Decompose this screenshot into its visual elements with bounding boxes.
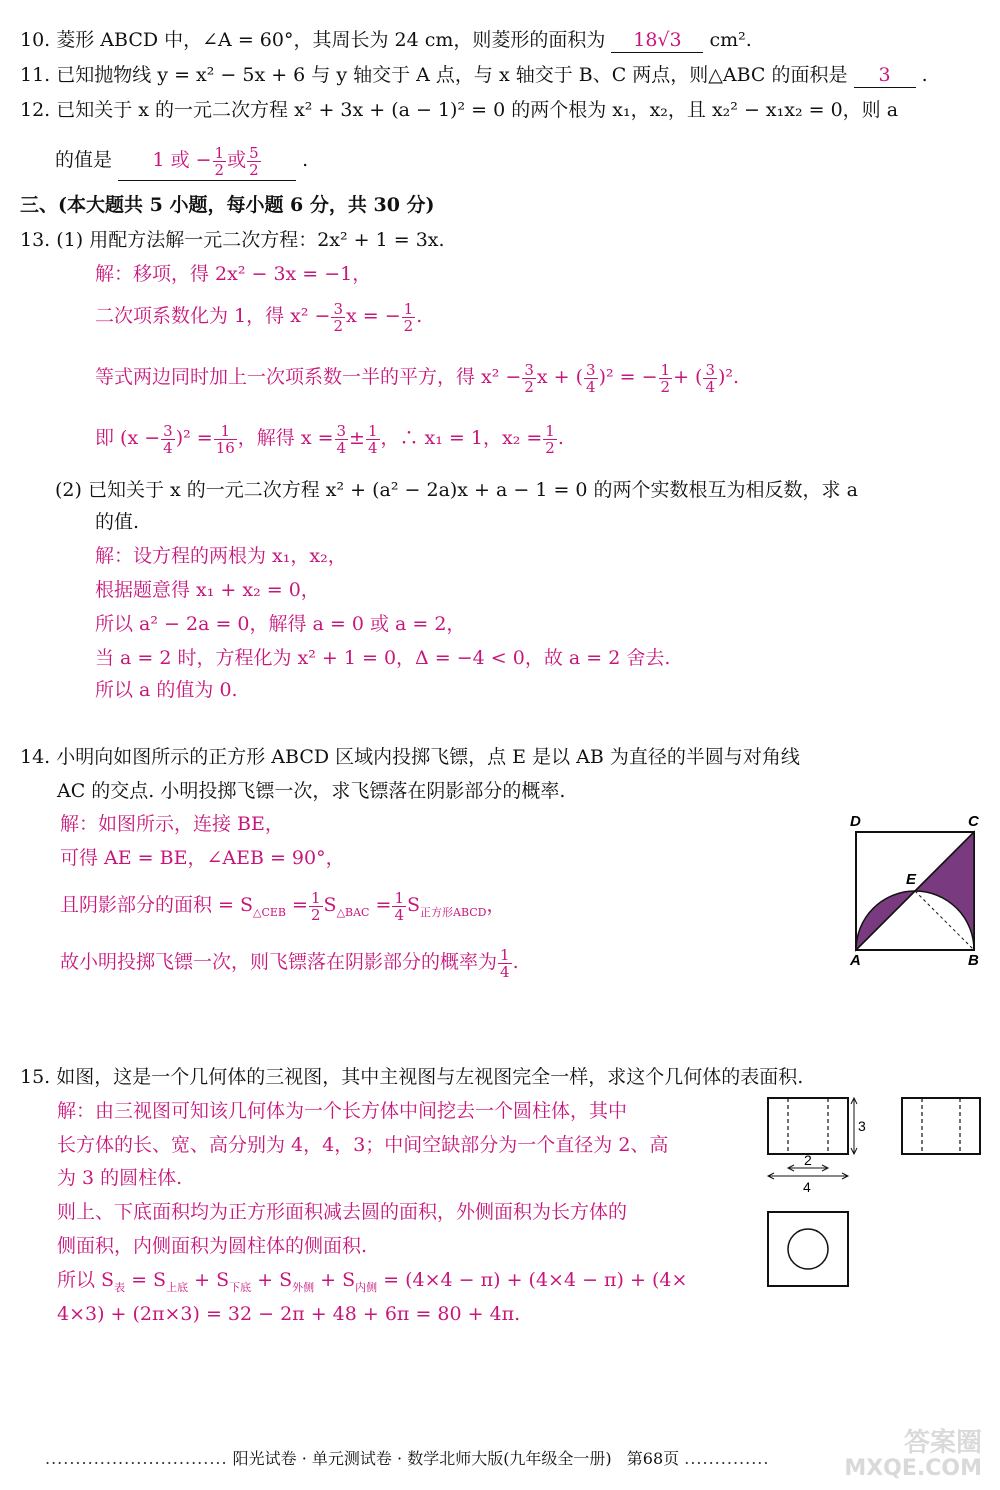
label-c: C xyxy=(968,813,979,830)
q15-sol7: 4×3) + (2π×3) = 32 − 2π + 48 + 6π = 80 + 4π. xyxy=(57,1303,521,1325)
fraction: $\frac{1}{2}$ xyxy=(214,143,225,179)
top-view xyxy=(768,1212,848,1286)
q13-sol-line2: 二次项系数化为 1，得 x² − $\frac{3}{2}$ x = − $\frac{1}{2}$ . xyxy=(95,299,423,335)
fraction: $\frac{1}{2}$ xyxy=(545,421,555,457)
q10-answer: 18√3 xyxy=(611,28,703,53)
fraction: $\frac{3}{4}$ xyxy=(163,421,173,457)
q15-sol1: 解：由三视图可知该几何体为一个长方体中间挖去一个圆柱体，其中 xyxy=(57,1100,628,1122)
watermark: 答案圈 MXQE.COM xyxy=(844,1428,982,1481)
section-3-heading: 三、(本大题共 5 小题，每小题 6 分，共 30 分) xyxy=(20,194,435,216)
question-13-part2: (2) 已知关于 x 的一元二次方程 x² + (a² − 2a)x + a − 1 = 0 的两个实数根互为相反数，求 a xyxy=(55,479,858,501)
front-view xyxy=(768,1098,848,1154)
label-b: B xyxy=(968,952,979,968)
fraction: $\frac{1}{2}$ xyxy=(403,299,414,335)
q15-sol4: 则上、下底面积均为正方形面积减去圆的面积，外侧面积为长方体的 xyxy=(57,1201,628,1223)
page-footer: .............................. 阳光试卷 · 单元测试卷 · 数学北师大版(九年级全一册) 第68页 .............. xyxy=(45,1449,770,1468)
dim-3: 3 xyxy=(858,1118,866,1134)
top-view-circle xyxy=(788,1229,828,1269)
fraction: $\frac{5}{2}$ xyxy=(249,143,259,179)
left-view xyxy=(902,1098,980,1154)
q14-square-figure xyxy=(840,808,990,968)
dim-4: 4 xyxy=(803,1179,811,1195)
fraction: $\frac{3}{2}$ xyxy=(333,299,344,335)
footer-title: 阳光试卷 · 单元测试卷 · 数学北师大版(九年级全一册) xyxy=(232,1449,612,1468)
fraction: $\frac{1}{4}$ xyxy=(500,945,510,981)
question-12: 12. 已知关于 x 的一元二次方程 x² + 3x + (a − 1)² = 0 的两个根为 x₁，x₂，且 x₂² − x₁x₂ = 0，则 a xyxy=(20,99,899,121)
q15-sol3: 为 3 的圆柱体. xyxy=(57,1167,183,1189)
q13-p2-sol4: 当 a = 2 时，方程化为 x² + 1 = 0，Δ = −4 < 0，故 a = 2 舍去. xyxy=(95,647,671,669)
q15-sol6: 所以 $S_表 = S_{上底} + S_{下底} + S_{外侧} + S_{内侧} = (4\times 4 - \pi) + (4\times 4 - \pi) + (4\times$ xyxy=(57,1269,688,1294)
q14-sol4: 故小明投掷飞镖一次，则飞镖落在阴影部分的概率为 $\frac{1}{4}$ . xyxy=(60,945,519,981)
fraction: $\frac{3}{4}$ xyxy=(586,360,596,396)
label-e: E xyxy=(906,871,917,888)
q13-sol-line4: 即 (x − $\frac{3}{4}$ )² = $\frac{1}{16}$ ，解得 x = $\frac{3}{4}$ ± $\frac{1}{4}$ ，∴ x₁ = 1，x₂ = $\frac{1}{2}$ . xyxy=(95,421,564,457)
q13-p2-sol3: 所以 a² − 2a = 0，解得 a = 0 或 a = 2， xyxy=(95,613,466,635)
fraction: $\frac{1}{4}$ xyxy=(394,888,404,924)
question-12-line2: 的值是 1 或 − $\frac{1}{2}$ 或 $\frac{5}{2}$ . xyxy=(55,140,308,181)
question-14-line1: 14. 小明向如图所示的正方形 ABCD 区域内投掷飞镖，点 E 是以 AB 为直径的半圆与对角线 xyxy=(20,746,800,768)
question-13-part2-line2: 的值. xyxy=(95,511,140,533)
fraction: $\frac{1}{16}$ xyxy=(215,421,235,457)
q14-sol2: 可得 AE = BE，∠AEB = 90°， xyxy=(60,847,345,869)
page-number: 第68页 xyxy=(626,1449,680,1468)
fraction: $\frac{3}{4}$ xyxy=(336,421,347,457)
label-a: A xyxy=(850,952,861,968)
fraction: $\frac{1}{4}$ xyxy=(367,421,378,457)
label-d: D xyxy=(850,813,861,830)
fraction: $\frac{3}{2}$ xyxy=(524,360,534,396)
fraction: $\frac{1}{2}$ xyxy=(310,888,321,924)
question-13-part1: 13. (1) 用配方法解一元二次方程：2x² + 1 = 3x. xyxy=(20,229,445,251)
q15-sol2: 长方体的长、宽、高分别为 4，4，3；中间空缺部分为一个直径为 2、高 xyxy=(57,1134,669,1156)
q14-sol1: 解：如图所示，连接 BE， xyxy=(60,813,284,835)
dim-2: 2 xyxy=(804,1152,812,1168)
question-10: 10. 菱形 ABCD 中，∠A = 60°，其周长为 24 cm，则菱形的面积为 18√3 cm². xyxy=(20,29,752,51)
q11-answer: 3 xyxy=(854,63,916,88)
fraction: $\frac{1}{2}$ xyxy=(660,360,671,396)
q13-sol-line1: 解：移项，得 2x² − 3x = −1， xyxy=(95,263,372,285)
question-14-line2: AC 的交点. 小明投掷飞镖一次，求飞镖落在阴影部分的概率. xyxy=(57,780,566,802)
q13-p2-sol5: 所以 a 的值为 0. xyxy=(95,679,238,701)
q13-p2-sol1: 解：设方程的两根为 x₁，x₂， xyxy=(95,545,347,567)
q15-sol5: 侧面积，内侧面积为圆柱体的侧面积. xyxy=(57,1235,368,1257)
q15-three-views xyxy=(760,1090,990,1290)
q13-p2-sol2: 根据题意得 x₁ + x₂ = 0， xyxy=(95,579,320,601)
question-15: 15. 如图，这是一个几何体的三视图，其中主视图与左视图完全一样，求这个几何体的表面积. xyxy=(20,1066,804,1088)
shaded-region-right xyxy=(915,832,974,950)
question-11: 11. 已知抛物线 y = x² − 5x + 6 与 y 轴交于 A 点，与 x 轴交于 B、C 两点，则△ABC 的面积是 3 . xyxy=(20,64,928,86)
q14-sol3: 且阴影部分的面积 = $S_{\triangle CEB}$ = $\frac{1}{2}$ $S_{\triangle BAC}$ = $\frac{1}{4}$ $S_{正方形ABCD}$， xyxy=(60,888,506,924)
q13-sol-line3: 等式两边同时加上一次项系数一半的平方，得 x² − $\frac{3}{2}$ x + ( $\frac{3}{4}$ )² = − $\frac{1}{2}$ + ( $\frac{3}{4}$ )². xyxy=(95,360,740,396)
q12-answer: 1 或 − $\frac{1}{2}$ 或 $\frac{5}{2}$ xyxy=(118,140,296,181)
fraction: $\frac{3}{4}$ xyxy=(705,360,715,396)
